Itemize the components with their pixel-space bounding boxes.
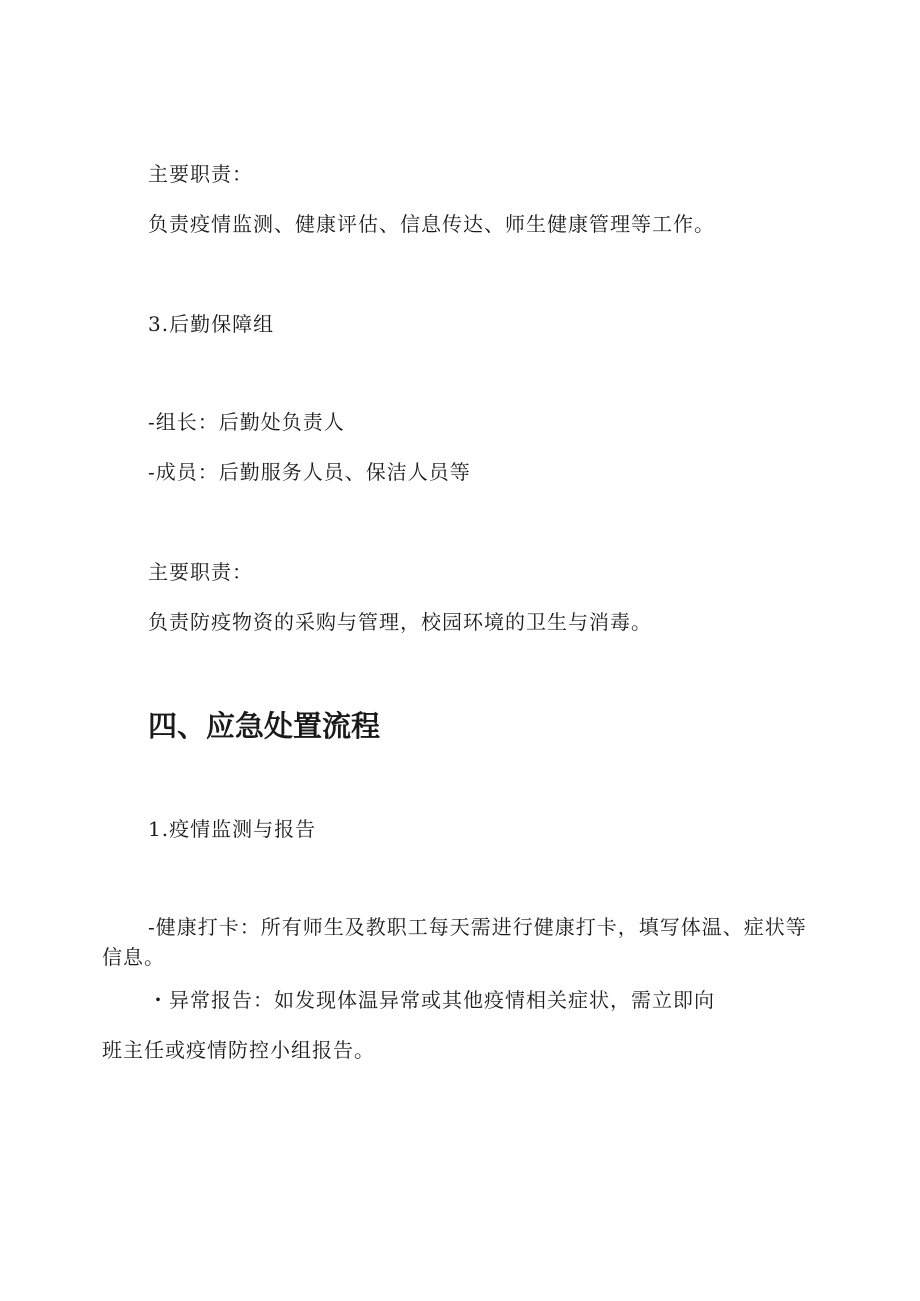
duties-label: 主要职责： <box>148 162 253 186</box>
group-duties-label: 主要职责： <box>148 560 253 584</box>
duties-text: 负责疫情监测、健康评估、信息传达、师生健康管理等工作。 <box>148 212 715 236</box>
abnormal-report-item: ・异常报告：如发现体温异常或其他疫情相关症状，需立即向 <box>148 988 715 1012</box>
health-checkin-item: -健康打卡：所有师生及教职工每天需进行健康打卡，填写体温、症状等信息。 <box>102 915 807 969</box>
group-duties-text: 负责防疫物资的采购与管理，校园环境的卫生与消毒。 <box>148 610 652 634</box>
group-leader: -组长：后勤处负责人 <box>148 410 345 434</box>
group-title: 3.后勤保障组 <box>148 312 275 336</box>
subsection-title: 1.疫情监测与报告 <box>148 817 317 841</box>
abnormal-report-item-continued: 班主任或疫情防控小组报告。 <box>102 1038 375 1062</box>
group-members: -成员：后勤服务人员、保洁人员等 <box>148 460 471 484</box>
section-heading: 四、应急处置流程 <box>148 709 381 743</box>
